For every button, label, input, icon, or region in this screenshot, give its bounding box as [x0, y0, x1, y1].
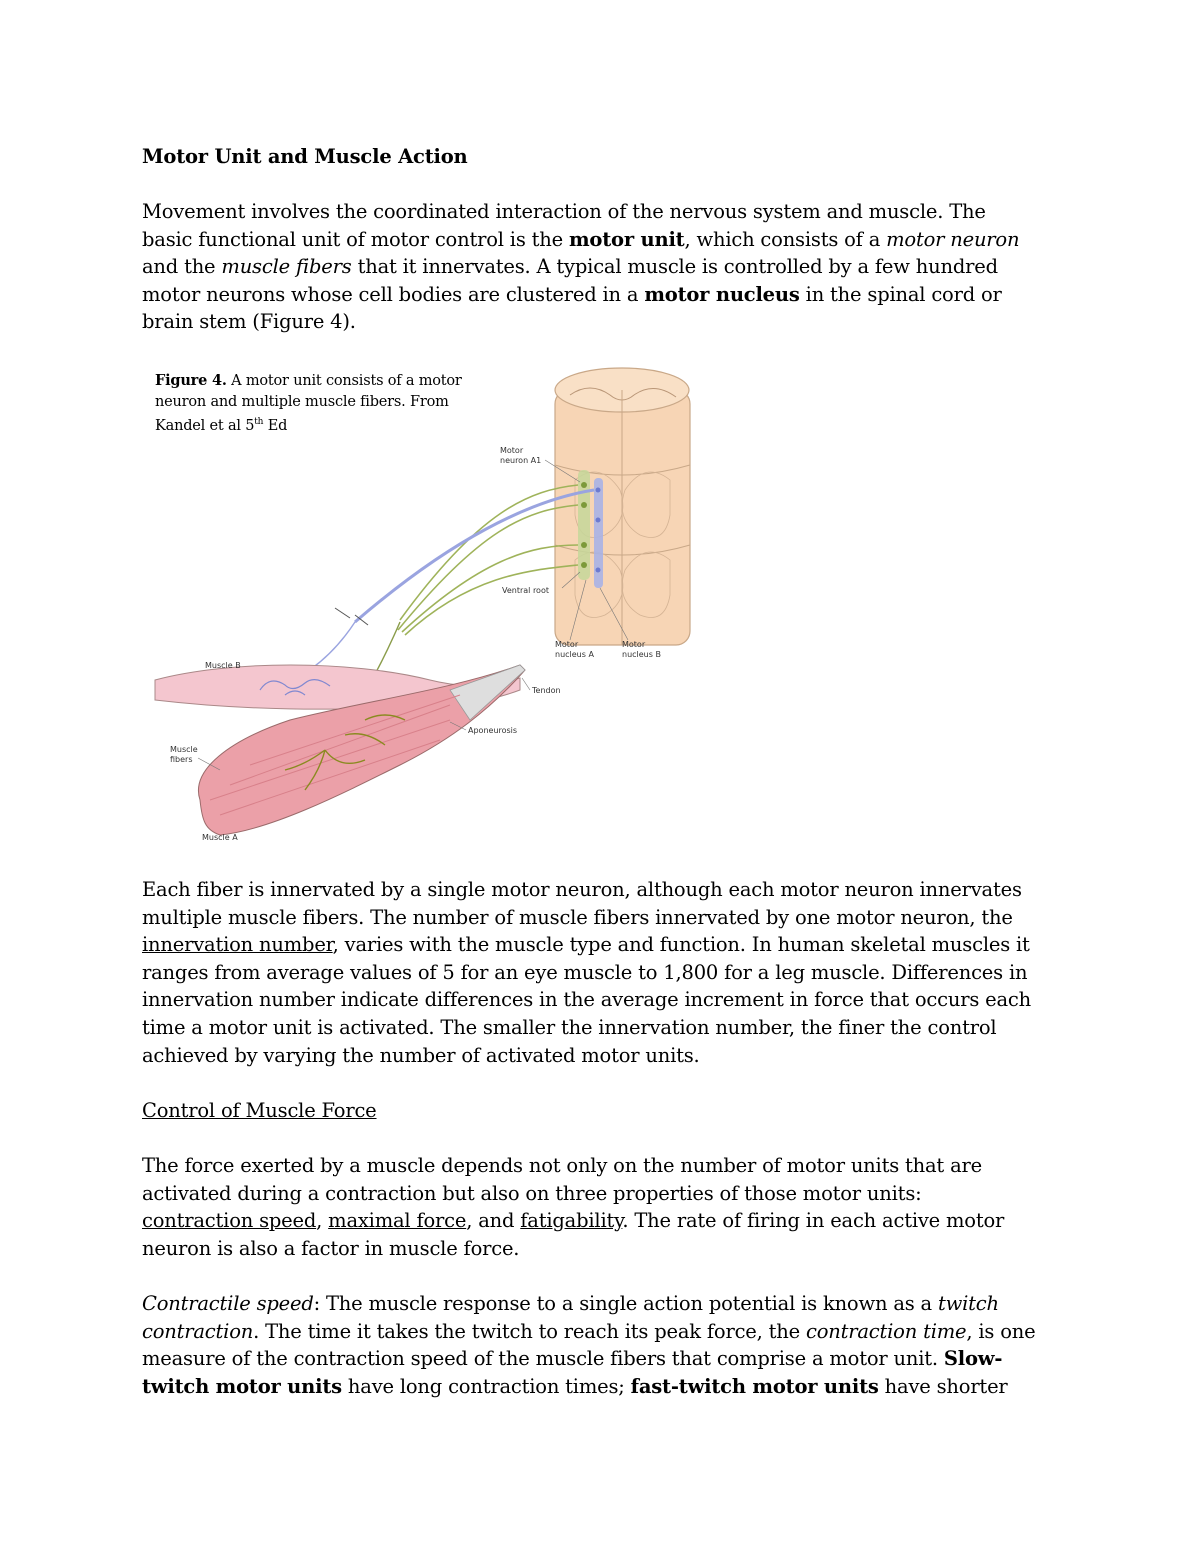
- label-ventral-root: Ventral root: [502, 586, 549, 595]
- label-aponeurosis: Aponeurosis: [468, 726, 518, 735]
- term-contraction-speed: contraction speed: [142, 1209, 317, 1233]
- section-title: Motor Unit and Muscle Action: [142, 145, 468, 168]
- force-paragraph: The force exerted by a muscle depends not only on the number of motor units that are activated during a contraction but also on three properties of those motor units: contraction speed, maximal force, and fatigability. The rate of firing in each active motor neuron is also a factor in muscle force.: [142, 1154, 1005, 1260]
- term-motor-neuron: motor neuron: [886, 227, 1020, 251]
- label-nucleus-b-2: nucleus B: [622, 650, 661, 659]
- label-muscle-a: Muscle A: [202, 833, 238, 842]
- label-nucleus-b: Motor: [622, 640, 646, 649]
- figure-caption: Figure 4. A motor unit consists of a motor neuron and multiple muscle fibers. From Kandel et al 5th Ed: [155, 372, 462, 434]
- term-contractile-speed: Contractile speed: [142, 1292, 314, 1315]
- label-muscle-b: Muscle B: [205, 661, 241, 670]
- label-muscle-fibers-2: fibers: [170, 755, 193, 764]
- term-innervation-number: innervation number: [142, 933, 333, 957]
- figure-label: Figure 4.: [155, 372, 227, 389]
- term-maximal-force: maximal force: [328, 1209, 467, 1233]
- p1-line-5: brain stem (Figure 4).: [142, 310, 356, 334]
- term-slow-twitch: twitch motor units: [142, 1374, 342, 1398]
- p1-line-3: and the muscle fibers that it innervates. A typical muscle is controlled by a few hundred: [142, 255, 998, 279]
- p1-line-2: basic functional unit of motor control is the motor unit, which consists of a motor neuron: [142, 227, 1020, 251]
- label-motor-neuron-2: neuron A1: [500, 456, 542, 465]
- label-nucleus-a: Motor: [555, 640, 579, 649]
- label-tendon: Tendon: [532, 686, 561, 695]
- innervation-paragraph: Each fiber is innervated by a single motor neuron, although each motor neuron innervates multiple muscle fibers. The number of muscle fibers innervated by one motor neuron, the innervation number, varies with the muscle type and function. In human skeletal muscles it ranges from average values of 5 for an eye muscle to 1,800 for a leg muscle. Differences in innervation number indicate differences in the average increment in force that occurs each time a motor unit is activated. The smaller the innervation number, the finer the control achieved by varying the number of activated motor units.: [142, 878, 1031, 1067]
- term-motor-nucleus: motor nucleus: [644, 282, 800, 306]
- term-motor-unit: motor unit: [568, 227, 685, 251]
- intro-paragraph: [142, 198, 1072, 336]
- spinal-cord: [555, 368, 690, 645]
- term-fast-twitch: fast-twitch motor units: [630, 1374, 879, 1398]
- contractile-speed-paragraph: Contractile speed: The muscle response to a single action potential is known as a twitch contraction. The time it takes the twitch to reach its peak force, the contraction time, is one measure of the contraction speed of the muscle fibers that comprise a motor unit. Slow- twitch motor units have long contraction times; fast-twitch motor units have shorter: [142, 1292, 1036, 1398]
- p1-line-1: Movement involves the coordinated interaction of the nervous system and muscle. The: [142, 200, 986, 223]
- label-muscle-fibers: Muscle: [170, 745, 198, 754]
- term-fatigability: fatigability: [520, 1209, 623, 1233]
- subsection-heading: Control of Muscle Force: [142, 1099, 377, 1122]
- label-motor-neuron: Motor: [500, 446, 524, 455]
- label-nucleus-a-2: nucleus A: [555, 650, 594, 659]
- term-muscle-fibers: muscle fibers: [221, 255, 352, 279]
- term-contraction-time: contraction time: [805, 1319, 967, 1343]
- p1-line-4: motor neurons whose cell bodies are clustered in a motor nucleus in the spinal cord or: [142, 282, 1002, 306]
